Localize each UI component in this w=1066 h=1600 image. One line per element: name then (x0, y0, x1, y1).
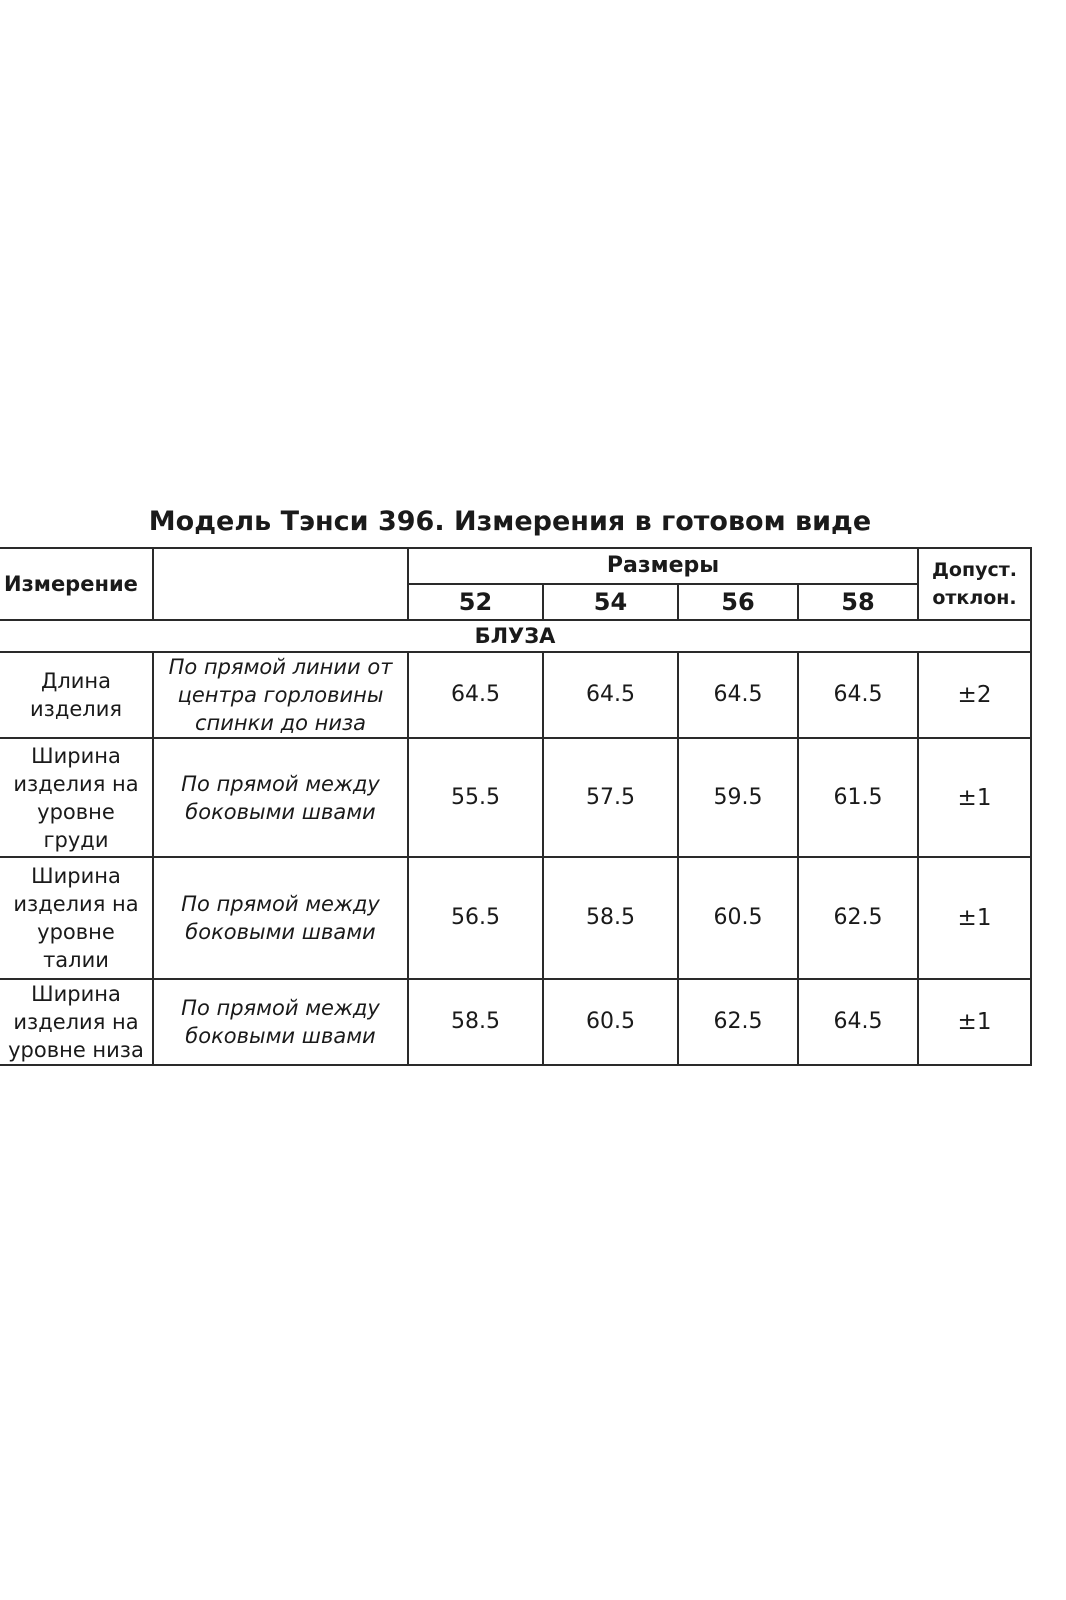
row-value-56: 59.5 (678, 738, 798, 857)
document-title: Модель Тэнси 396. Измерения в готовом виде (148, 506, 872, 537)
row-value-58: 64.5 (798, 652, 918, 738)
row-value-52: 64.5 (408, 652, 543, 738)
header-size-54: 54 (543, 584, 678, 620)
row-value-52: 58.5 (408, 979, 543, 1065)
row-value-54: 64.5 (543, 652, 678, 738)
header-measurement: Измерение (0, 548, 153, 620)
row-name: Ширина изделия на уровне груди (0, 738, 153, 857)
row-value-56: 62.5 (678, 979, 798, 1065)
row-value-54: 57.5 (543, 738, 678, 857)
row-tolerance: ±2 (918, 652, 1031, 738)
row-value-54: 58.5 (543, 857, 678, 979)
row-value-54: 60.5 (543, 979, 678, 1065)
header-size-56: 56 (678, 584, 798, 620)
row-value-56: 60.5 (678, 857, 798, 979)
header-size-58: 58 (798, 584, 918, 620)
header-description-blank (153, 548, 408, 620)
table-row (0, 857, 1031, 979)
measurements-table (0, 547, 1032, 1066)
row-description: По прямой линии от центра горловины спинки до низа (153, 652, 408, 738)
row-name: Ширина изделия на уровне талии (0, 857, 153, 979)
header-sizes: Размеры (408, 548, 918, 584)
table-row (0, 652, 1031, 738)
row-description: По прямой между боковыми швами (153, 979, 408, 1065)
row-value-56: 64.5 (678, 652, 798, 738)
row-value-58: 61.5 (798, 738, 918, 857)
header-tolerance-line1: Допуст. (932, 559, 1017, 581)
row-value-52: 55.5 (408, 738, 543, 857)
header-size-52: 52 (408, 584, 543, 620)
row-value-52: 56.5 (408, 857, 543, 979)
table-row (0, 979, 1031, 1065)
row-description: По прямой между боковыми швами (153, 738, 408, 857)
table-row (0, 738, 1031, 857)
row-value-58: 64.5 (798, 979, 918, 1065)
row-name: Ширина изделия на уровне низа (0, 979, 153, 1065)
row-tolerance: ±1 (918, 738, 1031, 857)
header-tolerance-line2: отклон. (932, 587, 1017, 609)
section-label: БЛУЗА (0, 620, 1031, 652)
row-tolerance: ±1 (918, 979, 1031, 1065)
header-tolerance (918, 548, 1031, 620)
row-name: Длина изделия (0, 652, 153, 738)
row-value-58: 62.5 (798, 857, 918, 979)
row-description: По прямой между боковыми швами (153, 857, 408, 979)
row-tolerance: ±1 (918, 857, 1031, 979)
